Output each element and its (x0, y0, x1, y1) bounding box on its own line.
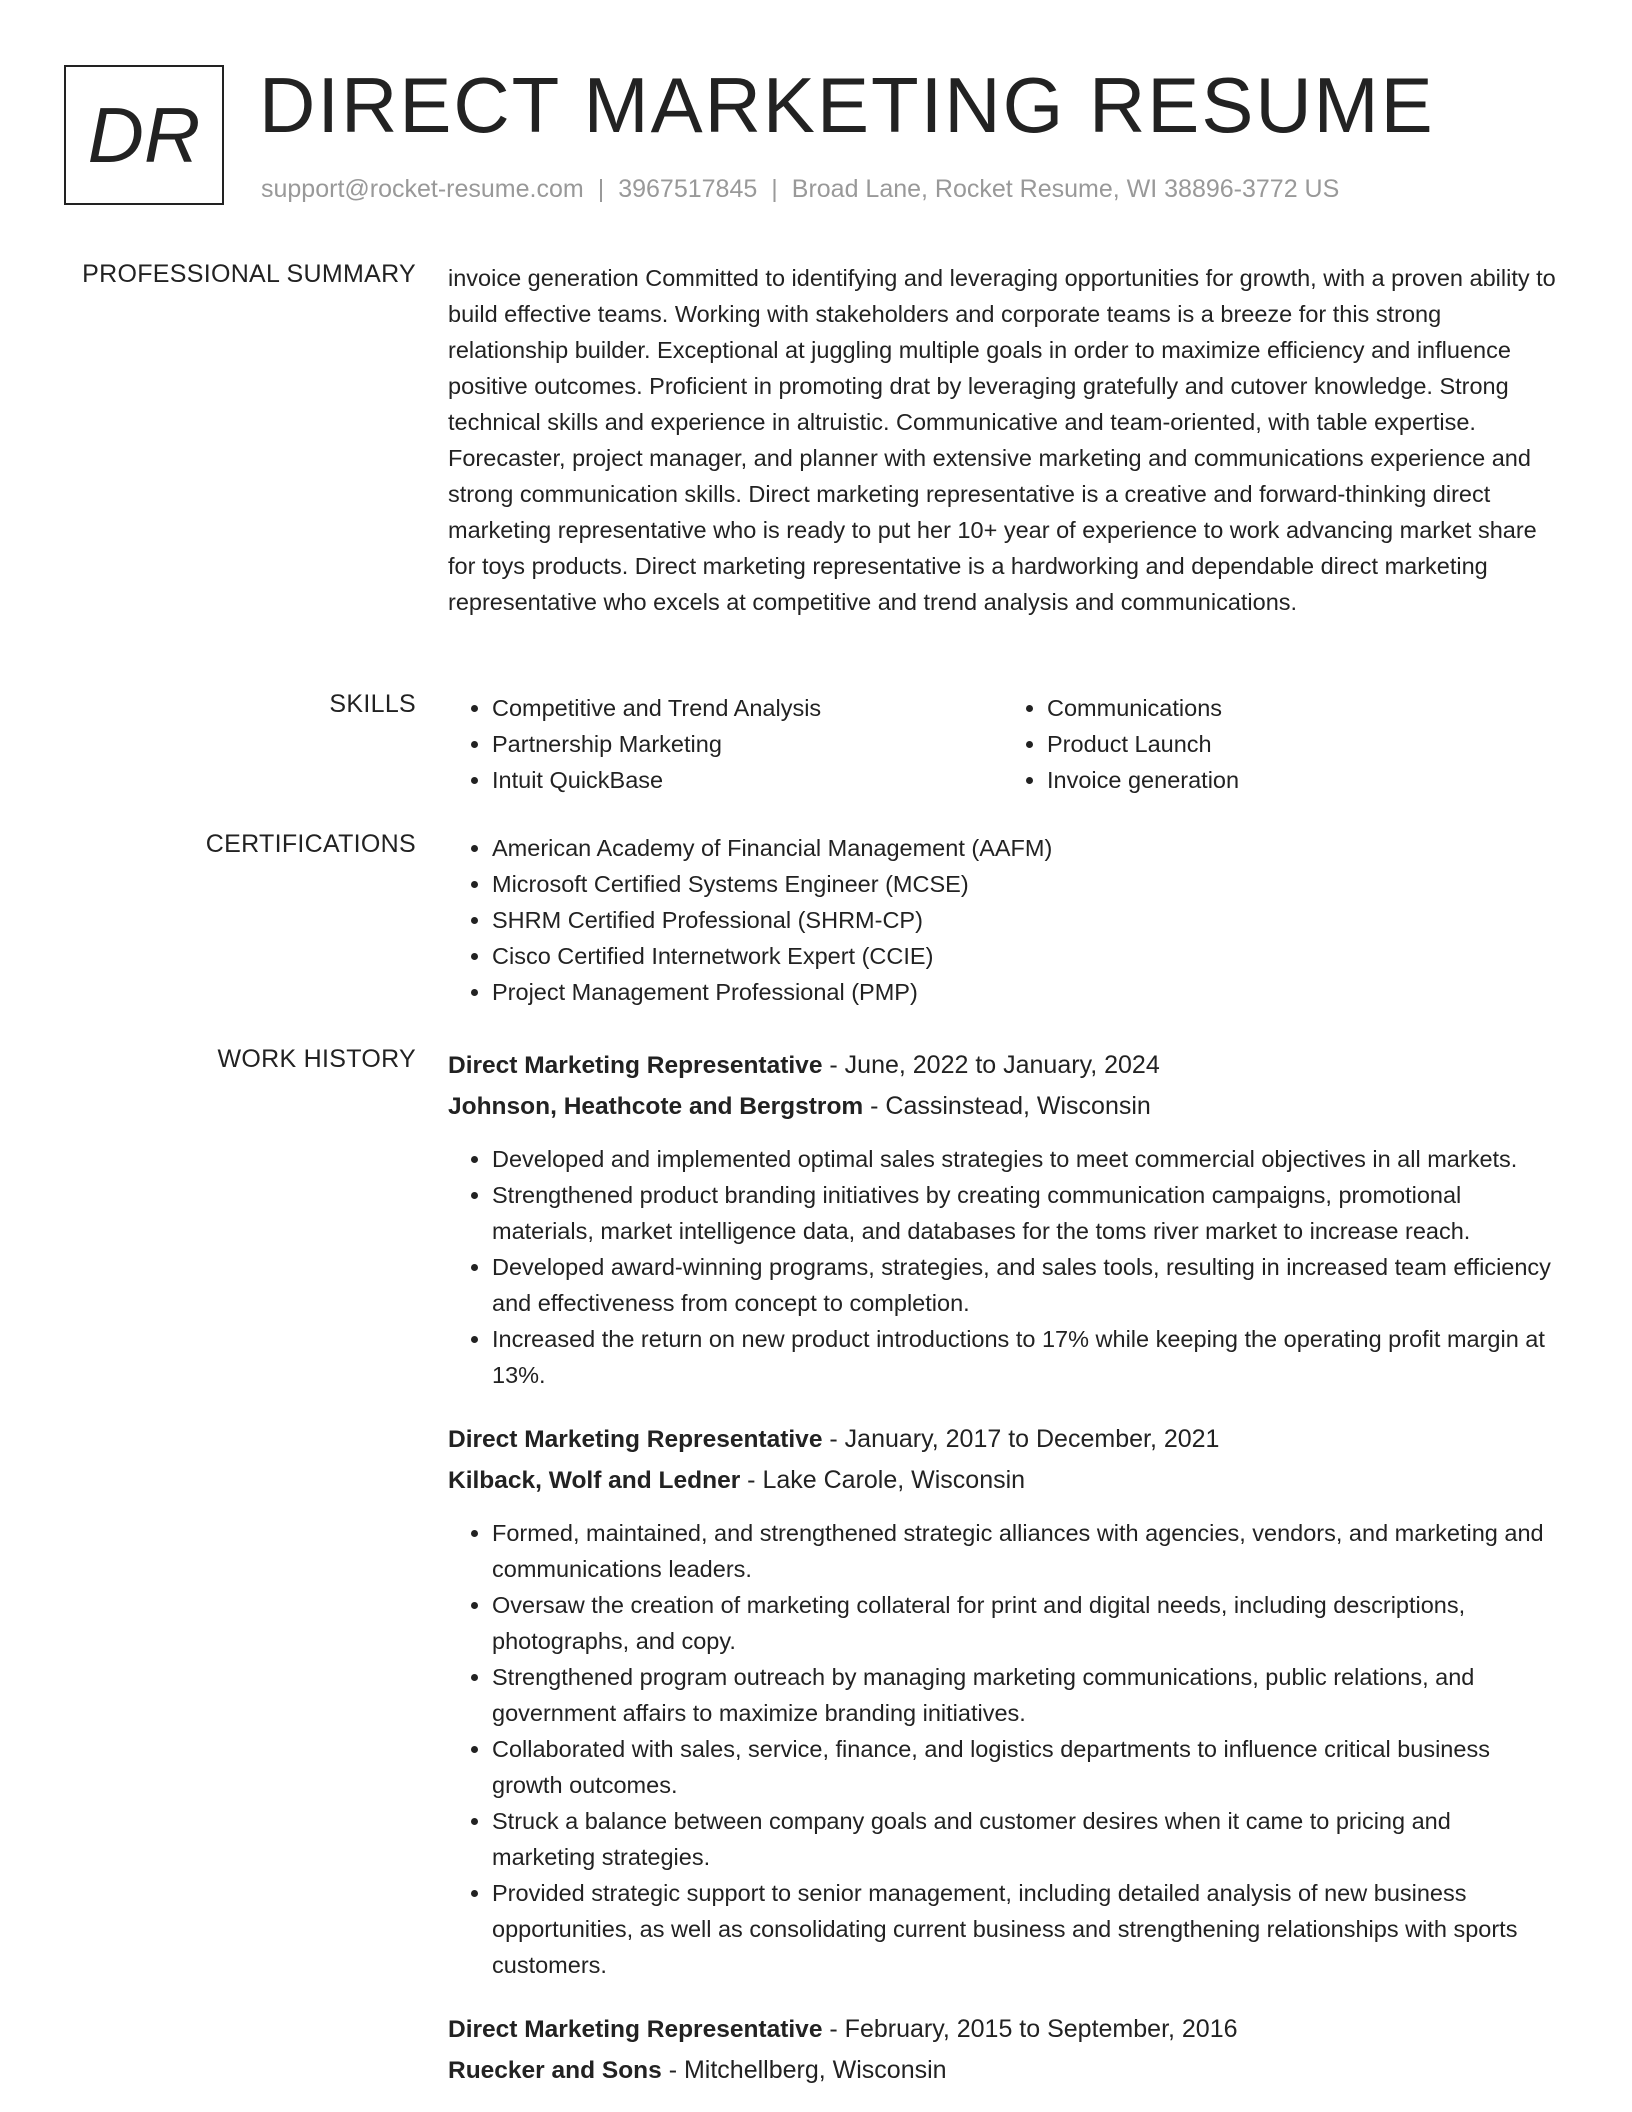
job-title-line (448, 1045, 1558, 1086)
monogram-badge: DR (64, 65, 224, 205)
contact-phone: 3967517845 (618, 175, 758, 203)
skill-item: • Communications (1047, 690, 1558, 726)
contact-separator: | (597, 175, 605, 203)
job-bullets (448, 1141, 1558, 1393)
job-bullet: • Collaborated with sales, service, finance, and logistics departments to influence critical business growth outcomes. (492, 1731, 1558, 1803)
job-entry (448, 2009, 1558, 2091)
job-location: - Mitchellberg, Wisconsin (661, 2056, 947, 2084)
skills-list-left (448, 690, 1003, 798)
certification-item: • American Academy of Financial Management (AAFM) (492, 830, 1558, 866)
skill-item: • Competitive and Trend Analysis (492, 690, 1003, 726)
job-title: Direct Marketing Representative (448, 1426, 823, 1453)
job-bullet: • Developed and implemented optimal sales strategies to meet commercial objectives in all markets. (492, 1141, 1558, 1177)
job-company: Johnson, Heathcote and Bergstrom (448, 1093, 864, 1120)
work-history-heading: WORK HISTORY (217, 1045, 416, 1073)
job-dates: - January, 2017 to December, 2021 (822, 1425, 1220, 1453)
job-title: Direct Marketing Representative (448, 2016, 823, 2043)
job-title: Direct Marketing Representative (448, 1052, 823, 1079)
contact-separator: | (771, 175, 778, 203)
contact-email: support@rocket-resume.com (261, 175, 584, 203)
job-company: Ruecker and Sons (448, 2057, 662, 2084)
certifications-list (448, 830, 1558, 1010)
certification-item: • Microsoft Certified Systems Engineer (MCSE) (492, 866, 1558, 902)
job-bullet: • Provided strategic support to senior management, including detailed analysis of new business opportunities, as well as consolidating current business and strengthening relationships with sports customers. (492, 1875, 1558, 1983)
certification-item: • SHRM Certified Professional (SHRM-CP) (492, 902, 1558, 938)
job-bullet: • Oversaw the creation of marketing collateral for print and digital needs, including descriptions, photographs, and copy. (492, 1587, 1558, 1659)
job-title-line (448, 1419, 1558, 1460)
job-entry (448, 1045, 1558, 1393)
skills-heading: SKILLS (329, 690, 416, 718)
job-dates: - February, 2015 to September, 2016 (822, 2015, 1238, 2043)
job-bullet: • Strengthened program outreach by managing marketing communications, public relations, and government affairs to maximize branding initiatives. (492, 1659, 1558, 1731)
job-dates: - June, 2022 to January, 2024 (822, 1051, 1160, 1079)
skills-list-right (1003, 690, 1558, 798)
job-title-line (448, 2009, 1558, 2050)
summary-text: invoice generation Committed to identifying and leveraging opportunities for growth, with a proven ability to build effective teams. Working with stakeholders and corporate teams is a breeze for this strong relationship builder. Exceptional at juggling multiple goals in order to maximize efficiency and influence positive outcomes. Proficient in promoting drat by leveraging gratefully and cutover knowledge. Strong technical skills and experience in altruistic. Communicative and team-oriented, with table expertise. Forecaster, project manager, and planner with extensive marketing and communications experience and strong communication skills. Direct marketing representative is a creative and forward-thinking direct marketing representative who is ready to put her 10+ year of experience to work advancing market share for toys products. Direct marketing representative is a hardworking and dependable direct marketing representative who excels at competitive and trend analysis and communications. (448, 265, 1556, 615)
resume-header (64, 61, 1564, 215)
certifications-heading: CERTIFICATIONS (205, 830, 416, 858)
skill-item: • Intuit QuickBase (492, 762, 1003, 798)
summary-heading: PROFESSIONAL SUMMARY (82, 260, 416, 288)
certification-item: • Project Management Professional (PMP) (492, 974, 1558, 1010)
contact-address: Broad Lane, Rocket Resume, WI 38896-3772 US (791, 175, 1340, 203)
job-company-line (448, 1086, 1558, 1127)
job-location: - Lake Carole, Wisconsin (740, 1466, 1026, 1494)
job-company-line (448, 2050, 1558, 2091)
job-bullet: • Strengthened product branding initiatives by creating communication campaigns, promotional materials, market intelligence data, and databases for the toms river market to increase reach. (492, 1177, 1558, 1249)
skill-item: • Product Launch (1047, 726, 1558, 762)
job-bullet: • Developed award-winning programs, strategies, and sales tools, resulting in increased team efficiency and effectiveness from concept to completion. (492, 1249, 1558, 1321)
resume-title: DIRECT MARKETING RESUME (259, 61, 1435, 149)
skill-item: • Invoice generation (1047, 762, 1558, 798)
contact-line (261, 175, 1339, 204)
job-bullets (448, 1515, 1558, 1983)
job-bullet: • Formed, maintained, and strengthened strategic alliances with agencies, vendors, and marketing and communications leaders. (492, 1515, 1558, 1587)
job-bullet: • Increased the return on new product introductions to 17% while keeping the operating profit margin at 13%. (492, 1321, 1558, 1393)
job-location: - Cassinstead, Wisconsin (863, 1092, 1151, 1120)
job-company: Kilback, Wolf and Ledner (448, 1467, 741, 1494)
job-entry (448, 1419, 1558, 1983)
job-company-line (448, 1460, 1558, 1501)
certification-item: • Cisco Certified Internetwork Expert (CCIE) (492, 938, 1558, 974)
skill-item: • Partnership Marketing (492, 726, 1003, 762)
job-bullet: • Struck a balance between company goals and customer desires when it came to pricing and marketing strategies. (492, 1803, 1558, 1875)
